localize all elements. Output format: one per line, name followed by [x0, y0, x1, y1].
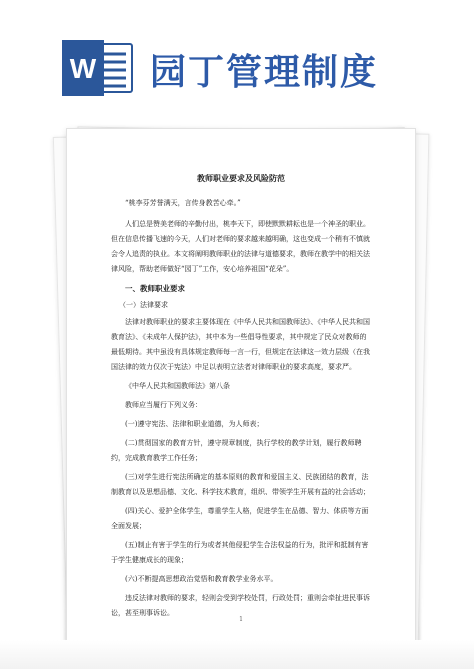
header-banner	[0, 0, 474, 120]
closing-paragraph: 违反法律对教师的要求，轻则会受到学校处罚，行政处罚；重则会牵扯进民事诉讼，甚至刑事诉讼。	[111, 594, 370, 617]
law-lead: 教师应当履行下列义务：	[125, 401, 202, 409]
document-preview	[66, 128, 416, 648]
duty-item: (四)关心、爱护全体学生，尊重学生人格，促进学生在品德、智力、体质等方面全面发展；	[111, 507, 369, 530]
duty-item: (一)遵守宪法、法律和职业道德，为人师表；	[125, 420, 264, 428]
word-document-icon	[58, 40, 136, 96]
duty-item: (六)不断提高思想政治觉悟和教育教学业务水平。	[125, 575, 278, 583]
banner-title: 园丁管理制度	[150, 52, 379, 93]
page-number: 1	[239, 616, 243, 623]
law-reference: 《中华人民共和国教师法》第八条	[125, 382, 230, 390]
subsection-heading: （一）法律要求	[119, 301, 168, 309]
intro-paragraph: 人们总是赞美老师的辛勤付出，桃李天下，即使默默耕耘也是一个神圣的职业。但在信息传播飞速的今天，人们对老师的要求越来越明确，这也变成一个稍有不慎就会令人追责的执业。本文将阐明教师职业的法律与道德要求，教师在教学中的相关法律风险，帮助老师做好“园丁”工作，安心培养祖国“花朵”。	[111, 220, 370, 273]
duty-item: (五)制止有害于学生的行为或者其他侵犯学生合法权益的行为，批评和抵制有害于学生健康成长的现象；	[111, 541, 369, 564]
section-heading: 一、教师职业要求	[125, 284, 185, 293]
document-title: 教师职业要求及风险防范	[197, 173, 285, 183]
law-intro-paragraph: 法律对教师职业的要求主要体现在《中华人民共和国教师法》、《中华人民共和国教育法》、《未成年人保护法》，其中本为一些倡导性要求，其中规定了民众对教师的最低期待。其中虽没有具体规定教师每一言一行，但规定在法律这一效力层级（在我国法律的效力仅次于宪法）中足以表明立法者对律师职业的要求高度，要求严。	[111, 318, 370, 371]
duty-item: (三)对学生进行宪法所确定的基本原则的教育和爱国主义、民族团结的教育，法制教育以及思想品德、文化、科学技术教育，组织、带领学生开展有益的社会活动；	[111, 473, 370, 496]
word-logo-letter: W	[69, 53, 97, 84]
duty-item: (二)贯彻国家的教育方针，遵守规章制度，执行学校的教学计划，履行教师聘约，完成教育教学工作任务；	[111, 439, 362, 462]
bottom-fade	[0, 640, 474, 669]
quote-line: “桃李芬芳誉满天，言传身教苦心牵。”	[125, 199, 241, 207]
document-page	[66, 128, 416, 644]
